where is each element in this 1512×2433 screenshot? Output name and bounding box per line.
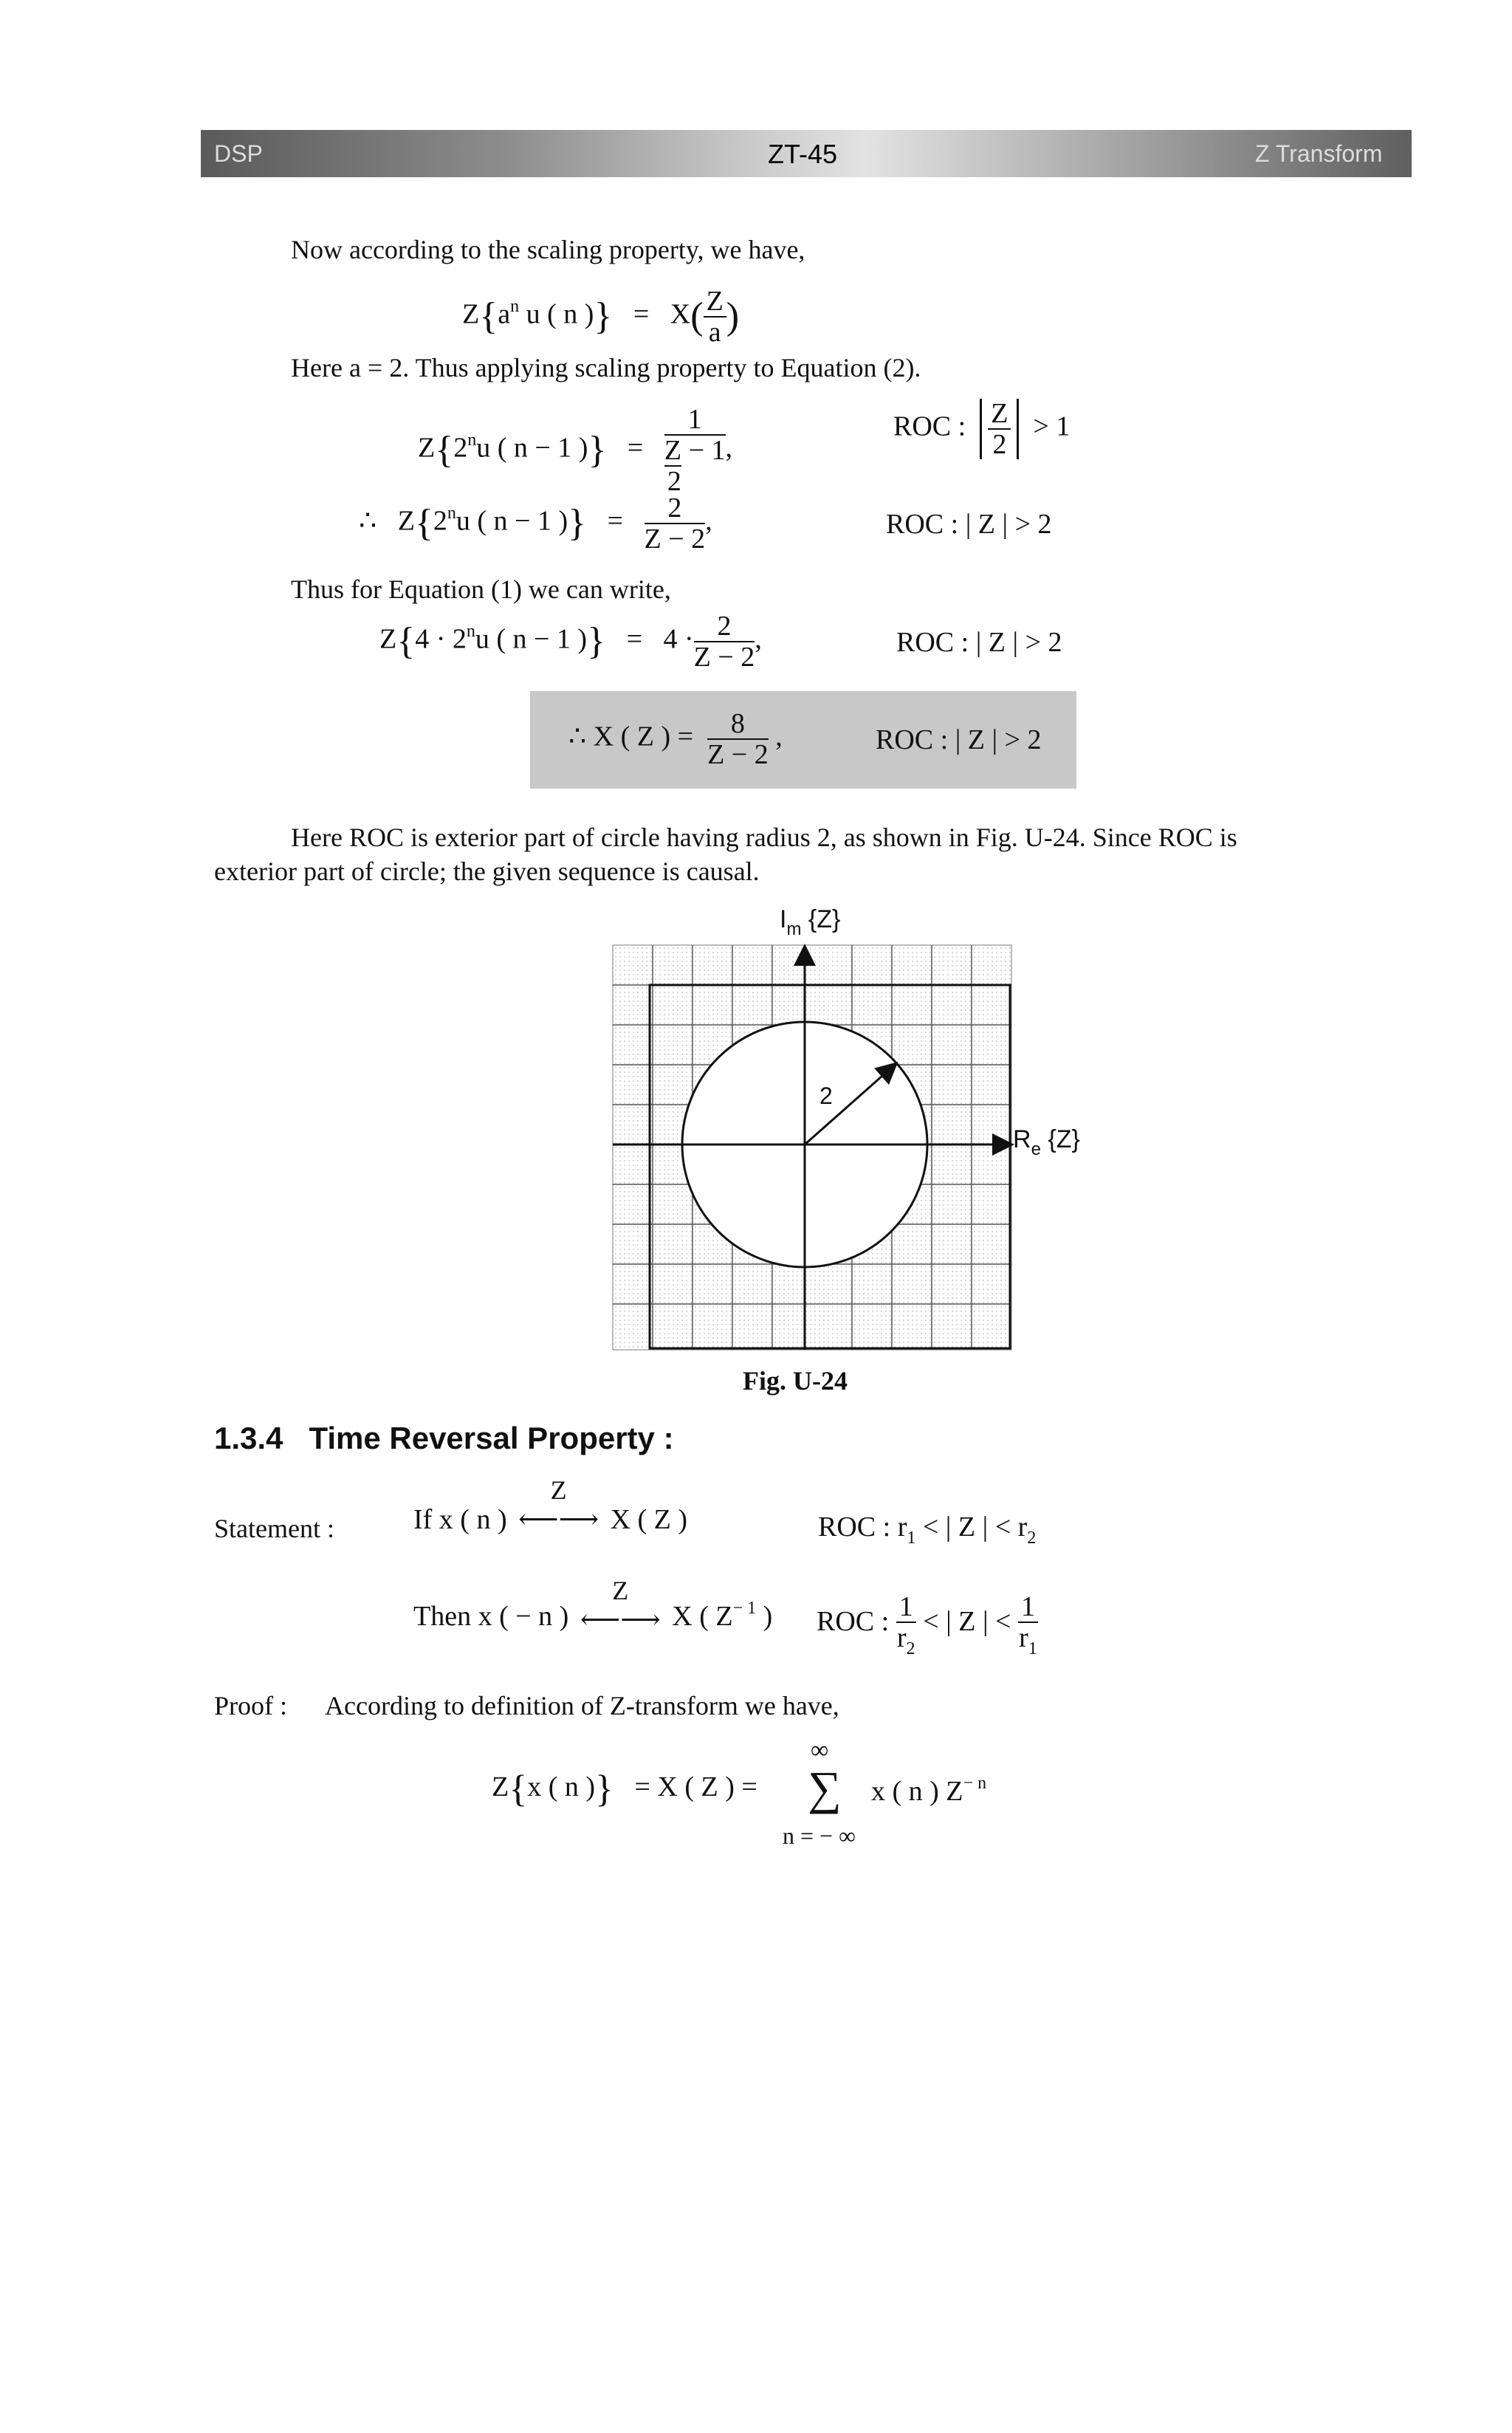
x-axis-label: $R_e$ {Z} <box>1013 1125 1080 1159</box>
roc-diagram <box>605 938 1034 1359</box>
paragraph-causal: exterior part of circle; the given sequence is causal. <box>214 857 760 886</box>
eq-un: u ( n ) <box>526 298 594 330</box>
eq-x: X <box>670 298 691 330</box>
eq-equals: = <box>633 298 650 330</box>
eq-exp-n: n <box>510 296 520 316</box>
eq-a: a <box>498 298 511 330</box>
proof-text: According to definition of Z-transform we have, <box>325 1691 839 1720</box>
radius-label: 2 <box>819 1082 833 1109</box>
equation-4-2n: $Z\{4 \cdot 2^nu$ ( n − 1 )} = 4 · $\frac{2}{Z - 2}$ , <box>379 611 762 673</box>
eq-frac-1-over-z2-1: 1 Z − 1 2 <box>664 404 726 497</box>
statement-roc-inverse: ROC : $\frac{1}{r_2}$ < | Z | < $\frac{1}{r_1}$ <box>817 1591 1037 1658</box>
roc-z-gt-2-a: ROC : | Z | > 2 <box>886 509 1052 540</box>
eq-frac-z-over-a: $\frac{Z}{a}$ <box>704 286 726 347</box>
roc-z-over-2: ROC : $\frac{Z}{2}$ > 1 <box>893 398 1071 460</box>
equation-2n-u: Z{2$^n$u ( n − 1 )} = 1 Z − 1 2 , <box>418 404 732 497</box>
equation-scaling: $Z\{a^n$ u ( n )} = X( $\frac{Z}{a}$ ) <box>462 286 740 348</box>
y-axis-label: $I_m$ {Z} <box>780 905 841 939</box>
proof-label: Proof : <box>214 1691 287 1720</box>
statement-roc: ROC : $r_1$ < | Z | < $r_2$ <box>818 1511 1037 1548</box>
paragraph-apply-scaling: Here a = 2. Thus applying scaling property to Equation (2). <box>291 353 921 382</box>
header-left-text: DSP <box>214 140 263 167</box>
proof-equation: Z{x ( n )} = X ( Z ) = <box>492 1768 757 1811</box>
sum-lower-limit: n = − ∞ <box>783 1822 856 1849</box>
sum-symbol: ∑ <box>808 1762 842 1814</box>
section-number: 1.3.4 <box>214 1421 284 1455</box>
header-right-text: Z Transform <box>1255 140 1383 167</box>
sum-upper-limit: ∞ <box>811 1737 829 1764</box>
statement-if: If x ( n ) Z ⟵⟶ X ( Z ) <box>413 1475 688 1535</box>
result-roc: ROC : | Z | > 2 <box>876 724 1042 755</box>
figure-caption: Fig. U-24 <box>743 1366 848 1396</box>
paragraph-roc-exterior: Here ROC is exterior part of circle having radius 2, as shown in Fig. U-24. Since ROC is <box>291 823 1237 852</box>
roc-z-gt-2-b: ROC : | Z | > 2 <box>896 627 1062 658</box>
result-equation: ∴ X ( Z ) = $\frac{8}{Z - 2}$ , <box>568 708 783 770</box>
sum-term: x ( n ) $Z^{- n}$ <box>871 1774 987 1807</box>
statement-label: Statement : <box>214 1514 334 1543</box>
section-heading <box>214 1421 674 1456</box>
statement-then: Then x ( − n ) Z ⟵⟶ X ( $Z^{- 1}$ ) <box>413 1576 773 1636</box>
eq-z-operator: Z <box>462 298 480 330</box>
equation-therefore: ∴ Z{2$^n$u ( n − 1 )} = $\frac{2}{Z - 2}$ , <box>359 493 712 555</box>
page-number: ZT-45 <box>768 139 838 169</box>
section-title: Time Reversal Property : <box>309 1421 674 1455</box>
paragraph-scaling-intro: Now according to the scaling property, we have, <box>291 235 805 264</box>
paragraph-equation-1: Thus for Equation (1) we can write, <box>291 574 671 604</box>
